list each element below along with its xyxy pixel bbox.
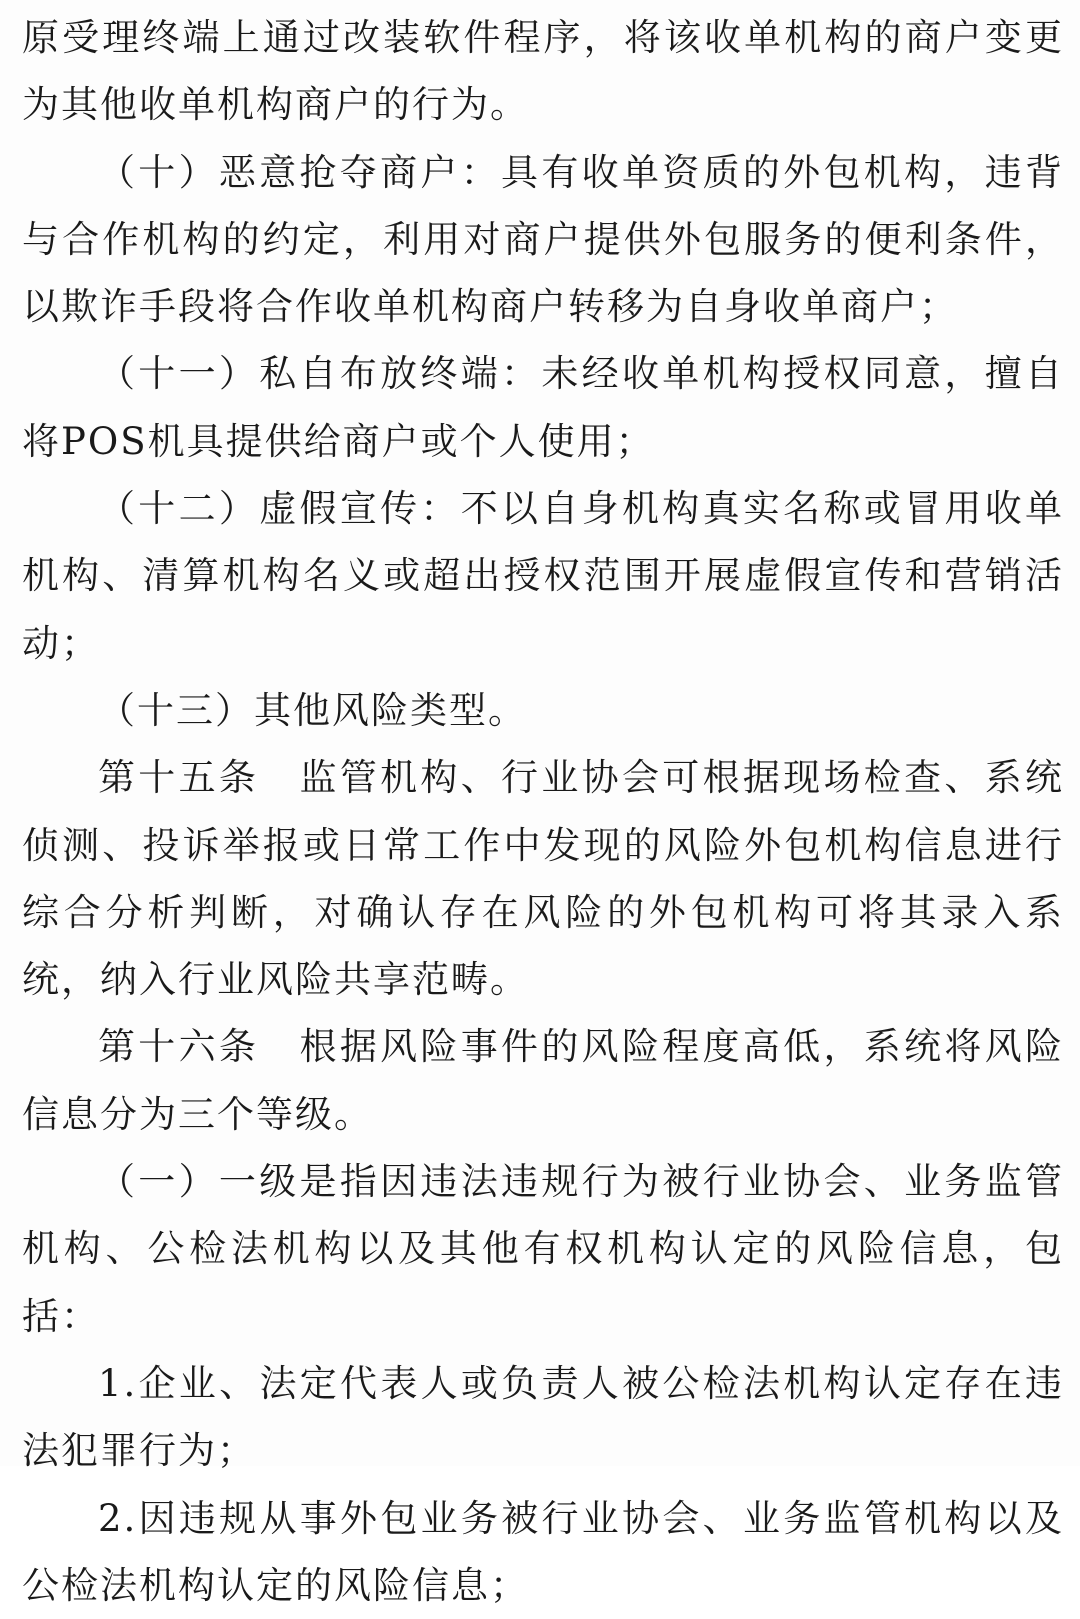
paragraph-level-1: （一）一级是指因违法违规行为被行业协会、业务监管机构、公检法机构以及其他有权机构认定的风险信息，包括： <box>22 1160 1064 1338</box>
paragraph-item-12: （十二）虚假宣传：不以自身机构真实名称或冒用收单机构、清算机构名义或超出授权范围开展虚假宣传和营销活动； <box>22 487 1064 665</box>
paragraph-point-2: 2.因违规从事外包业务被行业协会、业务监管机构以及公检法机构认定的风险信息； <box>22 1496 1064 1607</box>
paragraph-point-1: 1.企业、法定代表人或负责人被公检法机构认定存在违法犯罪行为； <box>22 1361 1064 1473</box>
paragraph-continuation: 原受理终端上通过改装软件程序，将该收单机构的商户变更为其他收单机构商户的行为。 <box>22 16 1064 127</box>
paragraph-article-15: 第十五条 监管机构、行业协会可根据现场检查、系统侦测、投诉举报或日常工作中发现的风险外包机构信息进行综合分析判断，对确认存在风险的外包机构可将其录入系统，纳入行业风险共享范畴。 <box>22 756 1064 1002</box>
paragraph-item-13: （十三）其他风险类型。 <box>98 688 527 732</box>
paragraph-item-10: （十）恶意抢夺商户：具有收单资质的外包机构，违背与合作机构的约定，利用对商户提供外包服务的便利条件，以欺诈手段将合作收单机构商户转移为自身收单商户； <box>22 150 1064 329</box>
paragraph-article-16: 第十六条 根据风险事件的风险程度高低，系统将风险信息分为三个等级。 <box>22 1025 1064 1136</box>
paragraph-item-11: （十一）私自布放终端：未经收单机构授权同意，擅自将POS机具提供给商户或个人使用； <box>22 352 1064 463</box>
